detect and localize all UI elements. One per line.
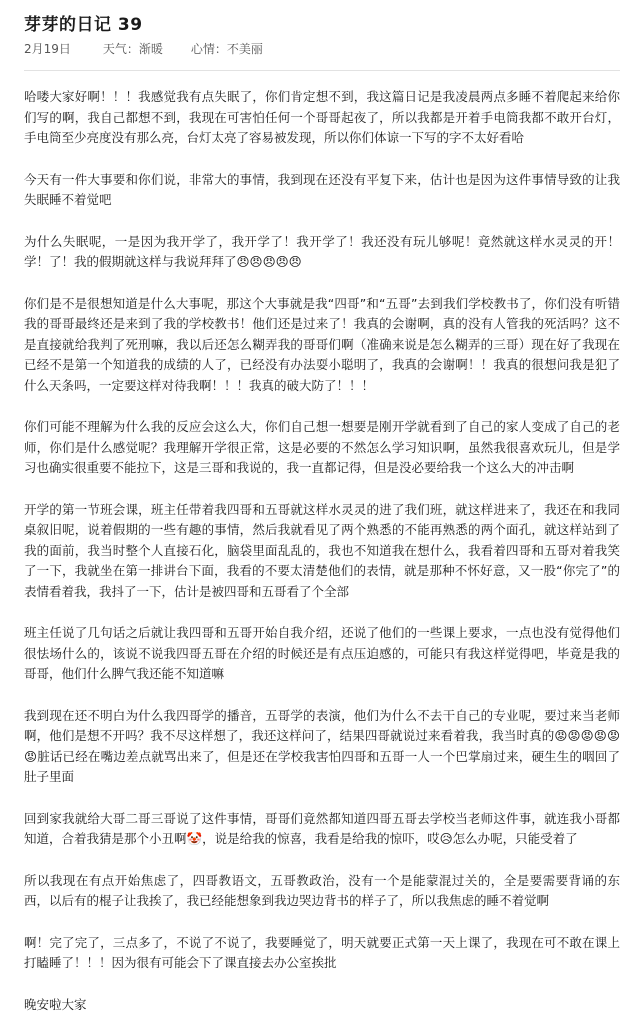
paragraph-10: 所以我现在有点开始焦虑了，四哥教语文，五哥教政治，没有一个是能蒙混过关的，全是要需要背诵的东西，以后有的棍子让我挨了，我已经能想象到我边哭边背书的样子了，所以我焦虑的睡不着觉啊: [24, 871, 620, 912]
paragraph-6: 开学的第一节班会课，班主任带着我四哥和五哥就这样水灵灵的进了我们班，就这样进来了，我还在和我同桌叙旧呢，说着假期的一些有趣的事情，然后我就看见了两个熟悉的不能再熟悉的两个面孔，就这样站到了我的面前，我当时整个人直接石化，脑袋里面乱乱的，我也不知道我在想什么，我看着四哥和五哥对着我笑了一下，我就坐在第一排讲台下面，我看的不要太清楚他们的表情，就是那种不怀好意，又一股“你完了”的表情看着我，我抖了一下，估计是被四哥和五哥看了个全部: [24, 500, 620, 603]
paragraph-7: 班主任说了几句话之后就让我四哥和五哥开始自我介绍，还说了他们的一些课上要求，一点也没有觉得他们很怯场什么的，该说不说我四哥五哥在介绍的时候还是有点压迫感的，可能只有我这样觉得吧，毕竟是我的哥哥，他们什么脾气我还能不知道嘛: [24, 623, 620, 685]
paragraph-9: 回到家我就给大哥二哥三哥说了这件事情，哥哥们竟然都知道四哥五哥去学校当老师这件事，就连我小哥都知道，合着我猜是那个小丑啊🤡，说是给我的惊喜，我看是给我的惊吓，哎😥怎么办呢，只能受着了: [24, 809, 620, 850]
paragraph-12: 晚安啦大家: [24, 995, 620, 1015]
header-divider: [24, 70, 620, 71]
diary-body: [24, 87, 620, 1015]
diary-weather: 天气：渐暖: [103, 40, 163, 58]
paragraph-1: 哈喽大家好啊！！！我感觉我有点失眠了，你们肯定想不到，我这篇日记是我凌晨两点多睡不着爬起来给你们写的啊，我自己都想不到，我现在可害怕任何一个哥哥起夜了，所以我都是开着手电筒我都不敢开台灯，手电筒至少亮度没有那么亮，台灯太亮了容易被发现，所以你们体谅一下写的字不太好看哈: [24, 87, 620, 149]
paragraph-3: 为什么失眠呢，一是因为我开学了，我开学了！我开学了！我还没有玩儿够呢！竟然就这样水灵灵的开！学！了！我的假期就这样与我说拜拜了😠😠😠😠😠: [24, 232, 620, 273]
diary-title: 芽芽的日记 39: [24, 14, 620, 36]
diary-mood: 心情：不美丽: [191, 40, 263, 58]
paragraph-4: 你们是不是很想知道是什么大事呢，那这个大事就是我“四哥”和“五哥”去到我们学校教书了，你们没有听错我的哥哥最终还是来到了我的学校教书！他们还是过来了！我真的会谢啊，真的没有人管我的死活吗？这不是直接就给我判了死刑嘛，我以后还怎么糊弄我的哥哥们啊（准确来说是怎么糊弄的三哥）现在好了我现在已经不是第一个知道我的成绩的人了，已经没有办法耍小聪明了，我真的会谢啊！！我真的很想问我是犯了什么天条吗，一定要这样对待我啊！！！我真的破大防了！！！: [24, 294, 620, 397]
paragraph-5: 你们可能不理解为什么我的反应会这么大，你们自己想一想要是刚开学就看到了自己的家人变成了自己的老师，你们是什么感觉呢？我理解开学很正常，这是必要的不然怎么学习知识啊，虽然我很喜欢玩儿，但是学习也确实很重要不能拉下，这是三哥和我说的，我一直都记得，但是没必要给我一个这么大的冲击啊: [24, 417, 620, 479]
paragraph-11: 啊！完了完了，三点多了，不说了不说了，我要睡觉了，明天就要正式第一天上课了，我现在可不敢在课上打瞌睡了！！！因为很有可能会下了课直接去办公室挨批: [24, 933, 620, 974]
paragraph-2: 今天有一件大事要和你们说，非常大的事情，我到现在还没有平复下来，估计也是因为这件事情导致的让我失眠睡不着觉吧: [24, 170, 620, 211]
diary-date: 2月19日: [24, 40, 71, 58]
diary-meta: [24, 40, 620, 58]
paragraph-8: 我到现在还不明白为什么我四哥学的播音，五哥学的表演，他们为什么不去干自己的专业呢，要过来当老师啊，他们是想不开吗？我不尽这样想了，我还这样问了，结果四哥就说过来看着我，我当时真的😡😡😡😡😡😡脏话已经在嘴边差点就骂出来了，但是还在学校我害怕四哥和五哥一人一个巴掌扇过来，硬生生的咽回了肚子里面: [24, 706, 620, 788]
